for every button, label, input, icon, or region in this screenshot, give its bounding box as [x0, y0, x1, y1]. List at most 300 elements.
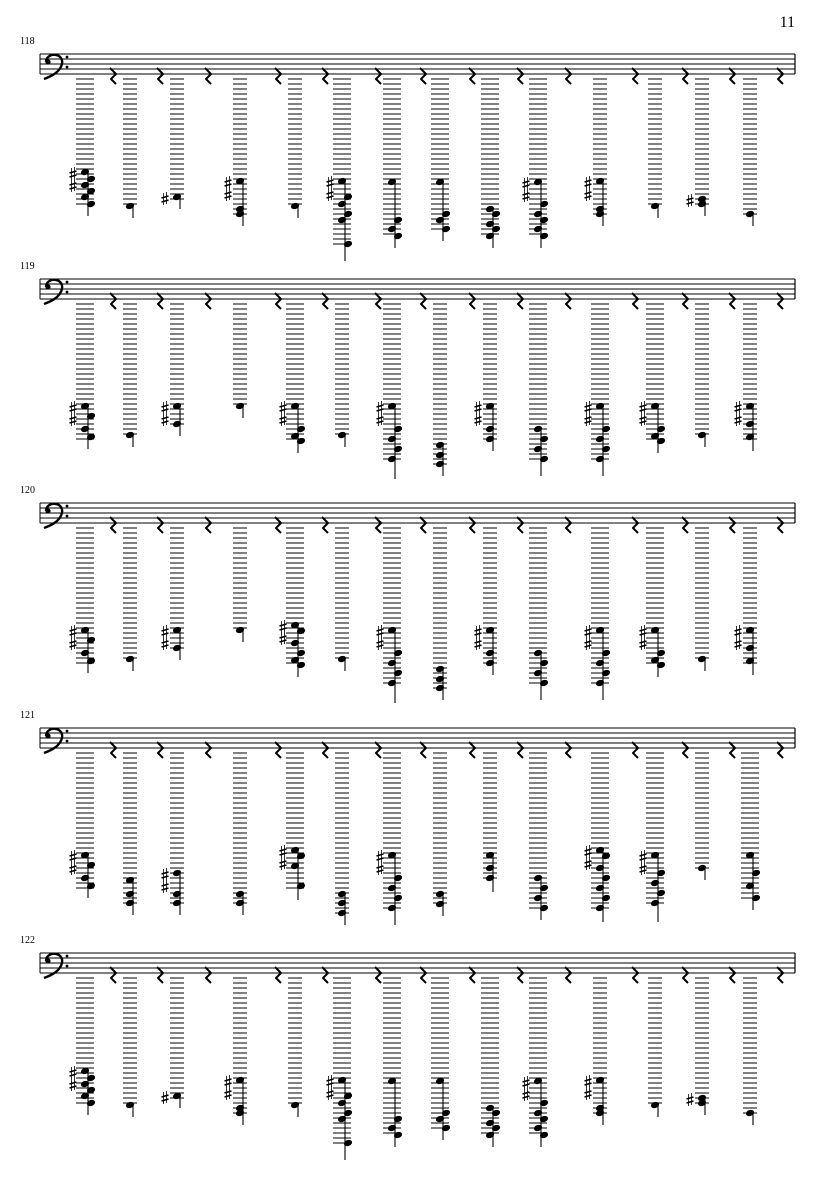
bass-clef-dot [45, 59, 50, 64]
sharp-stroke [327, 1091, 334, 1093]
system-119 [20, 261, 795, 479]
sharp-stroke [377, 870, 384, 872]
quarter-rest-icon [375, 742, 381, 758]
sharp-icon [523, 1076, 530, 1089]
bass-clef-dot [66, 56, 69, 59]
sharp-icon [475, 625, 482, 638]
sharp-stroke [585, 180, 592, 182]
quarter-rest-icon [420, 967, 426, 983]
bass-clef [44, 954, 62, 978]
sharp-icon [377, 862, 384, 875]
sharp-stroke [327, 1083, 334, 1085]
sharp-stroke [162, 629, 169, 631]
sharp-stroke [585, 1083, 592, 1085]
ledger-lines [591, 753, 609, 908]
bass-clef-dot [66, 281, 69, 284]
quarter-rest-icon [420, 68, 426, 84]
sharp-stroke [640, 645, 647, 647]
quarter-rest-icon [375, 517, 381, 533]
ledger-lines [695, 528, 709, 658]
sharp-stroke [280, 421, 287, 423]
quarter-rest-icon [777, 68, 783, 84]
quarter-rest-icon [469, 967, 475, 983]
sharp-stroke [475, 405, 482, 407]
sharp-stroke [640, 409, 647, 411]
ledger-lines [483, 304, 497, 439]
sharp-stroke [70, 633, 77, 635]
sharp-stroke [640, 641, 647, 643]
quarter-rest-icon [565, 293, 571, 309]
sharp-icon [280, 401, 287, 414]
sharp-stroke [640, 421, 647, 423]
bass-clef-dot [66, 740, 69, 743]
ledger-lines [483, 753, 497, 878]
sharp-stroke [70, 645, 77, 647]
quarter-rest-icon [205, 293, 211, 309]
quarter-rest-icon [517, 967, 523, 983]
sharp-icon [280, 857, 287, 870]
ledger-lines [529, 753, 547, 908]
sharp-stroke [377, 641, 384, 643]
sharp-icon [640, 862, 647, 875]
ledger-lines [288, 978, 302, 1103]
sharp-icon [280, 845, 287, 858]
sharp-stroke [735, 405, 742, 407]
quarter-rest-icon [205, 517, 211, 533]
sharp-icon [162, 868, 169, 881]
ledger-lines [123, 528, 137, 658]
bass-clef-dot [66, 515, 69, 518]
sharp-stroke [585, 645, 592, 647]
quarter-rest-icon [632, 68, 638, 84]
sharp-stroke [585, 641, 592, 643]
sharp-stroke [327, 1095, 334, 1097]
sharp-icon [475, 401, 482, 414]
ledger-lines [431, 79, 449, 229]
sharp-stroke [70, 409, 77, 411]
sharp-stroke [687, 198, 694, 200]
sharp-stroke [585, 861, 592, 863]
sharp-icon [327, 188, 334, 201]
sharp-icon [225, 176, 232, 189]
sharp-icon [585, 401, 592, 414]
sharp-icon [70, 637, 77, 650]
ledger-lines [743, 79, 757, 214]
ledger-lines [695, 79, 709, 204]
quarter-rest-icon [110, 293, 116, 309]
sharp-stroke [585, 853, 592, 855]
ledger-lines [335, 528, 349, 658]
sharp-stroke [523, 193, 530, 195]
ledger-lines [433, 753, 447, 903]
quarter-rest-icon [565, 68, 571, 84]
sharp-stroke [162, 1099, 169, 1101]
sharp-stroke [70, 858, 77, 860]
quarter-rest-icon [469, 68, 475, 84]
measure-number: 118 [20, 36, 35, 47]
sharp-stroke [280, 628, 287, 630]
quarter-rest-icon [110, 68, 116, 84]
sharp-stroke [225, 196, 232, 198]
ledger-lines [233, 753, 247, 903]
sharp-stroke [70, 183, 77, 185]
sharp-stroke [585, 1079, 592, 1081]
sharp-icon [377, 850, 384, 863]
quarter-rest-icon [157, 742, 163, 758]
sharp-icon [640, 413, 647, 426]
sharp-stroke [687, 202, 694, 204]
sharp-icon [70, 1066, 77, 1079]
sharp-icon [735, 637, 742, 650]
sharp-icon [70, 413, 77, 426]
sharp-stroke [377, 866, 384, 868]
sharp-stroke [70, 641, 77, 643]
sharp-icon [585, 188, 592, 201]
ledger-lines [383, 79, 401, 234]
sharp-stroke [70, 187, 77, 189]
sharp-stroke [735, 421, 742, 423]
sharp-icon [377, 401, 384, 414]
ledger-lines [529, 79, 547, 234]
quarter-rest-icon [275, 517, 281, 533]
sharp-stroke [687, 1097, 694, 1099]
ledger-lines [233, 978, 247, 1113]
ledger-lines [383, 978, 401, 1133]
quarter-rest-icon [632, 293, 638, 309]
sharp-stroke [327, 184, 334, 186]
sharp-icon [327, 1075, 334, 1088]
ledger-lines [648, 79, 662, 204]
sharp-stroke [70, 421, 77, 423]
sharp-icon [162, 192, 169, 205]
sharp-stroke [225, 1079, 232, 1081]
sharp-icon [70, 1078, 77, 1091]
sharp-icon [640, 401, 647, 414]
ledger-lines [743, 528, 757, 663]
sharp-stroke [70, 1086, 77, 1088]
quarter-rest-icon [322, 517, 328, 533]
ledger-lines [741, 753, 759, 898]
quarter-rest-icon [157, 967, 163, 983]
sharp-stroke [585, 196, 592, 198]
bass-clef-dot [66, 965, 69, 968]
quarter-rest-icon [729, 68, 735, 84]
measure-number: 120 [20, 485, 35, 496]
quarter-rest-icon [682, 742, 688, 758]
sharp-stroke [377, 629, 384, 631]
sharp-icon [377, 625, 384, 638]
ledger-lines [433, 304, 447, 464]
quarter-rest-icon [777, 293, 783, 309]
sharp-stroke [70, 854, 77, 856]
sharp-stroke [585, 405, 592, 407]
system-121 [20, 710, 795, 925]
sharp-stroke [225, 184, 232, 186]
quarter-rest-icon [729, 517, 735, 533]
sharp-stroke [377, 421, 384, 423]
sharp-stroke [475, 641, 482, 643]
quarter-rest-icon [517, 742, 523, 758]
quarter-rest-icon [682, 967, 688, 983]
ledger-lines [123, 304, 137, 434]
sharp-stroke [162, 888, 169, 890]
sharp-stroke [280, 853, 287, 855]
quarter-rest-icon [275, 293, 281, 309]
quarter-rest-icon [110, 742, 116, 758]
ledger-lines [695, 753, 709, 868]
sharp-icon [687, 1093, 694, 1106]
sharp-stroke [585, 184, 592, 186]
bass-clef-dot [66, 955, 69, 958]
ledger-lines [593, 79, 607, 214]
sharp-icon [162, 401, 169, 414]
sharp-stroke [523, 181, 530, 183]
sharp-stroke [475, 421, 482, 423]
sharp-stroke [280, 405, 287, 407]
sharp-icon [162, 880, 169, 893]
sharp-stroke [280, 417, 287, 419]
quarter-rest-icon [275, 967, 281, 983]
ledger-lines [646, 304, 664, 439]
quarter-rest-icon [777, 742, 783, 758]
sharp-icon [70, 179, 77, 192]
ledger-lines [483, 528, 497, 663]
sharp-icon [162, 1091, 169, 1104]
sharp-stroke [280, 865, 287, 867]
sharp-stroke [640, 866, 647, 868]
sharp-icon [475, 413, 482, 426]
quarter-rest-icon [517, 517, 523, 533]
sharp-stroke [475, 633, 482, 635]
sharp-icon [585, 1075, 592, 1088]
sharp-icon [327, 176, 334, 189]
sharp-stroke [162, 200, 169, 202]
sharp-stroke [225, 1095, 232, 1097]
ledger-lines [591, 304, 609, 459]
sharp-stroke [162, 876, 169, 878]
measure-number: 119 [20, 261, 35, 272]
sharp-icon [585, 1087, 592, 1100]
quarter-rest-icon [420, 742, 426, 758]
sharp-stroke [70, 1074, 77, 1076]
quarter-rest-icon [205, 68, 211, 84]
ledger-lines [743, 304, 757, 439]
sharp-stroke [225, 192, 232, 194]
sharp-icon [377, 637, 384, 650]
bass-clef [44, 729, 62, 753]
sharp-stroke [640, 858, 647, 860]
sharp-stroke [377, 858, 384, 860]
quarter-rest-icon [517, 293, 523, 309]
sharp-stroke [523, 185, 530, 187]
quarter-rest-icon [469, 293, 475, 309]
sharp-stroke [640, 633, 647, 635]
sharp-stroke [735, 633, 742, 635]
ledger-lines [593, 978, 607, 1113]
quarter-rest-icon [375, 68, 381, 84]
sharp-stroke [585, 1091, 592, 1093]
sharp-icon [585, 413, 592, 426]
bass-clef-dot [45, 733, 50, 738]
quarter-rest-icon [375, 967, 381, 983]
sharp-stroke [475, 409, 482, 411]
ledger-lines [233, 79, 247, 214]
measure-number: 121 [20, 710, 35, 721]
quarter-rest-icon [157, 68, 163, 84]
sharp-stroke [162, 633, 169, 635]
sharp-stroke [523, 1084, 530, 1086]
sharp-icon [523, 177, 530, 190]
sharp-stroke [640, 405, 647, 407]
system-118 [20, 36, 795, 261]
sharp-stroke [377, 854, 384, 856]
sharp-stroke [162, 417, 169, 419]
sharp-stroke [377, 633, 384, 635]
quarter-rest-icon [682, 517, 688, 533]
ledger-lines [233, 304, 247, 404]
sharp-stroke [377, 409, 384, 411]
sharp-stroke [735, 629, 742, 631]
sharp-icon [225, 1087, 232, 1100]
quarter-rest-icon [777, 517, 783, 533]
sharp-stroke [475, 645, 482, 647]
sharp-stroke [585, 865, 592, 867]
quarter-rest-icon [682, 293, 688, 309]
quarter-rest-icon [110, 517, 116, 533]
ledger-lines [695, 304, 709, 434]
sharp-icon [687, 194, 694, 207]
ledger-lines [170, 978, 184, 1098]
sharp-icon [475, 637, 482, 650]
quarter-rest-icon [632, 517, 638, 533]
sharp-stroke [585, 421, 592, 423]
sharp-stroke [70, 1070, 77, 1072]
sharp-icon [225, 188, 232, 201]
sharp-icon [162, 637, 169, 650]
sharp-stroke [70, 629, 77, 631]
sharp-icon [585, 625, 592, 638]
ledger-lines [591, 528, 609, 683]
sharp-stroke [377, 417, 384, 419]
sharp-stroke [523, 1092, 530, 1094]
sharp-stroke [162, 421, 169, 423]
ledger-lines [335, 304, 349, 434]
sharp-stroke [475, 629, 482, 631]
sharp-stroke [640, 854, 647, 856]
sharp-icon [280, 620, 287, 633]
quarter-rest-icon [322, 68, 328, 84]
sharp-icon [280, 632, 287, 645]
bass-clef [44, 280, 62, 304]
quarter-rest-icon [157, 517, 163, 533]
sharp-stroke [585, 409, 592, 411]
ledger-lines [288, 79, 302, 204]
sharp-icon [280, 413, 287, 426]
bass-clef-dot [45, 958, 50, 963]
quarter-rest-icon [565, 742, 571, 758]
ledger-lines [170, 79, 184, 199]
quarter-rest-icon [275, 68, 281, 84]
sharp-stroke [280, 849, 287, 851]
quarter-rest-icon [420, 517, 426, 533]
sharp-stroke [70, 417, 77, 419]
sharp-stroke [70, 1082, 77, 1084]
bass-clef-dot [66, 291, 69, 294]
sharp-stroke [70, 171, 77, 173]
ledger-lines [529, 528, 547, 683]
sharp-stroke [475, 417, 482, 419]
sharp-stroke [162, 1095, 169, 1097]
sharp-stroke [585, 629, 592, 631]
sharp-stroke [225, 1083, 232, 1085]
sharp-icon [735, 625, 742, 638]
quarter-rest-icon [205, 967, 211, 983]
ledger-lines [123, 79, 137, 204]
sharp-icon [327, 1087, 334, 1100]
sharp-icon [225, 1075, 232, 1088]
system-122 [20, 935, 795, 1160]
quarter-rest-icon [420, 293, 426, 309]
sharp-stroke [735, 641, 742, 643]
sharp-stroke [585, 633, 592, 635]
quarter-rest-icon [322, 967, 328, 983]
quarter-rest-icon [205, 742, 211, 758]
sharp-stroke [327, 192, 334, 194]
sharp-icon [585, 845, 592, 858]
ledger-lines [529, 304, 547, 459]
ledger-lines [383, 304, 401, 459]
quarter-rest-icon [322, 742, 328, 758]
quarter-rest-icon [632, 742, 638, 758]
quarter-rest-icon [469, 517, 475, 533]
ledger-lines [743, 978, 757, 1113]
sharp-stroke [280, 640, 287, 642]
sharp-stroke [585, 192, 592, 194]
quarter-rest-icon [777, 967, 783, 983]
sharp-icon [735, 401, 742, 414]
measure-number: 122 [20, 935, 35, 946]
sharp-stroke [280, 861, 287, 863]
sharp-stroke [70, 866, 77, 868]
sharp-stroke [70, 870, 77, 872]
ledger-lines [431, 978, 449, 1128]
bass-clef-dot [66, 505, 69, 508]
sharp-stroke [640, 629, 647, 631]
quarter-rest-icon [110, 967, 116, 983]
sharp-icon [640, 637, 647, 650]
quarter-rest-icon [157, 293, 163, 309]
sharp-stroke [735, 645, 742, 647]
bass-clef [44, 504, 62, 528]
ledger-lines [233, 528, 247, 628]
quarter-rest-icon [632, 967, 638, 983]
quarter-rest-icon [682, 68, 688, 84]
sharp-stroke [523, 197, 530, 199]
sharp-stroke [585, 417, 592, 419]
quarter-rest-icon [729, 293, 735, 309]
sharp-icon [523, 189, 530, 202]
sharp-stroke [162, 409, 169, 411]
system-120 [20, 485, 795, 703]
ledger-lines [383, 528, 401, 683]
sharp-stroke [687, 1101, 694, 1103]
sharp-stroke [735, 417, 742, 419]
quarter-rest-icon [375, 293, 381, 309]
ledger-lines [646, 528, 664, 663]
sharp-stroke [280, 624, 287, 626]
ledger-lines [123, 978, 137, 1103]
sharp-icon [70, 850, 77, 863]
